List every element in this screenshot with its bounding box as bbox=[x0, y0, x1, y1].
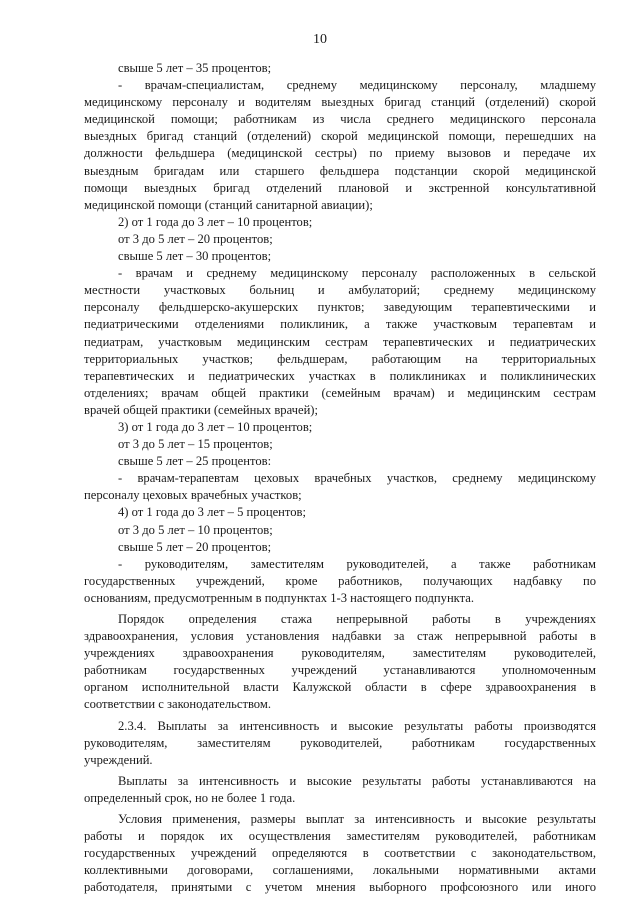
text-line: территориальных участков; фельдшерам, работающим на территориальных bbox=[84, 351, 596, 366]
text-line: здравоохранения, условия установления надбавки за стаж непрерывной работы в bbox=[84, 629, 596, 644]
text-line: - руководителям, заместителям руководителей, а также работникам bbox=[118, 556, 596, 571]
text-line: - врачам-терапевтам цеховых врачебных участков, среднему медицинскому bbox=[118, 471, 596, 486]
text-line: работникам государственных учреждений устанавливаются уполномоченным bbox=[84, 663, 596, 678]
text-line: 3) от 1 года до 3 лет – 10 процентов; bbox=[118, 419, 313, 434]
text-line: свыше 5 лет – 35 процентов; bbox=[118, 61, 272, 75]
text-line: персоналу цеховых врачебных участков; bbox=[84, 488, 302, 503]
text-line: руководителям, заместителям руководителей, работникам государственных bbox=[84, 735, 596, 750]
text-line: Порядок определения стажа непрерывной работы в учреждениях bbox=[118, 612, 596, 626]
text-line: врачей общей практики (семейных врачей); bbox=[84, 402, 319, 417]
text-line: определенный срок, но не более 1 года. bbox=[84, 790, 296, 805]
text-line: учреждениях здравоохранения руководителям, заместителям руководителей, bbox=[84, 646, 596, 661]
text-line: должности фельдшера (медицинской сестры) по приему вызовов и передаче их bbox=[84, 146, 596, 161]
text-line: Выплаты за интенсивность и высокие результаты работы устанавливаются на bbox=[118, 773, 596, 788]
text-line: коллективными договорами, соглашениями, локальными нормативными актами bbox=[84, 863, 596, 878]
page-number: 10 bbox=[313, 32, 327, 47]
document-body bbox=[84, 60, 596, 897]
text-line: помощи выездных бригад отделений плановой и экстренной консультативной bbox=[84, 180, 596, 195]
text-line: от 3 до 5 лет – 20 процентов; bbox=[118, 231, 273, 246]
text-line: выездных бригад станций (отделений) скорой медицинской помощи, перешедших на bbox=[84, 129, 596, 144]
text-line: 2.3.4. Выплаты за интенсивность и высокие результаты работы производятся bbox=[118, 718, 596, 733]
text-line: работодателя, принятыми с учетом мнения выборного профсоюзного или иного bbox=[84, 880, 596, 895]
text-line: персоналу фельдшерско-акушерских пунктов; заведующим терапевтическими и bbox=[84, 300, 596, 315]
text-line: соответствии с законодательством. bbox=[84, 697, 271, 712]
text-line: учреждений. bbox=[84, 752, 153, 767]
text-line: отделениях; врачам общей практики (семейным врачам) и медицинским сестрам bbox=[84, 385, 596, 400]
text-line: 2) от 1 года до 3 лет – 10 процентов; bbox=[118, 214, 313, 229]
text-line: медицинскому персоналу и водителям выездных бригад станций (отделений) скорой bbox=[84, 95, 596, 110]
text-line: свыше 5 лет – 20 процентов; bbox=[118, 539, 272, 554]
text-line: органом исполнительной власти Калужской области в сфере здравоохранения в bbox=[84, 680, 596, 695]
text-line: местности участковых больниц и амбулаторий; среднему медицинскому bbox=[84, 283, 596, 298]
text-line: выездным бригадам или старшего фельдшера подстанции скорой медицинской bbox=[84, 163, 596, 178]
text-line: основаниям, предусмотренным в подпунктах 1-3 настоящего подпункта. bbox=[84, 590, 475, 605]
text-line: Условия применения, размеры выплат за интенсивность и высокие результаты bbox=[118, 812, 596, 827]
text-line: государственных учреждений определяются в соответствии с законодательством, bbox=[84, 846, 596, 861]
text-line: медицинской помощи (станций санитарной авиации); bbox=[84, 197, 373, 212]
text-line: 4) от 1 года до 3 лет – 5 процентов; bbox=[118, 505, 306, 520]
text-line: свыше 5 лет – 25 процентов: bbox=[118, 454, 272, 469]
text-line: государственных учреждений, кроме работников, получающих надбавку по bbox=[84, 573, 596, 588]
text-line: - врачам и среднему медицинскому персоналу расположенных в сельской bbox=[118, 266, 596, 281]
text-line: работы и порядок их осуществления заместителям руководителей, работникам bbox=[84, 829, 596, 844]
text-line: терапевтических и педиатрических участках в поликлиниках и поликлинических bbox=[84, 368, 596, 383]
text-line: от 3 до 5 лет – 10 процентов; bbox=[118, 522, 273, 537]
text-line: педиатрическими отделениями поликлиник, а также участковым терапевтам и bbox=[84, 317, 596, 332]
text-line: педиатрам, участковым медицинским сестрам терапевтических и педиатрических bbox=[84, 334, 596, 349]
text-line: медицинской помощи; работникам из числа среднего медицинского персонала bbox=[84, 112, 596, 127]
text-line: от 3 до 5 лет – 15 процентов; bbox=[118, 437, 273, 452]
text-line: свыше 5 лет – 30 процентов; bbox=[118, 249, 272, 264]
text-line: - врачам-специалистам, среднему медицинскому персоналу, младшему bbox=[118, 78, 596, 93]
